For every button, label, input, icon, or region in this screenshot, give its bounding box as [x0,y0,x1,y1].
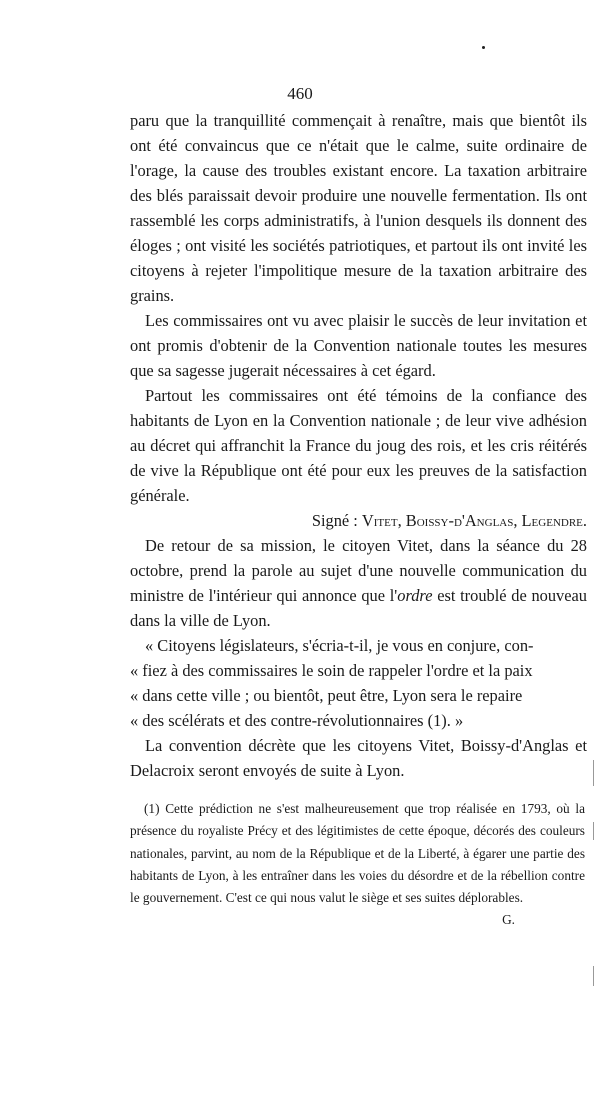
page-speck [482,46,485,49]
signature-line [130,508,587,533]
footnote-initial: G. [502,912,515,928]
signature-prefix: Signé : [311,511,362,530]
quote-line-4: « des scélérats et des contre-révolutionnaires (1). » [130,711,464,730]
margin-mark [593,822,594,840]
footnote [130,798,585,932]
page-number: 460 [287,84,313,103]
paragraph-4 [130,533,587,633]
main-text [130,108,587,783]
paragraph-4-end: est troublé de nouveau dans la ville de Lyon. [130,586,587,630]
paragraph-6: La convention décrète que les citoyens Vitet, Boissy-d'Anglas et Delacroix seront envoyés de suite à Lyon. [130,736,587,780]
paragraph-4-italic: ordre [397,586,433,605]
quote-line-3: « dans cette ville ; ou bientôt, peut être, Lyon sera le repaire [130,686,523,705]
margin-mark [593,760,594,786]
paragraph-1: paru que la tranquillité commençait à renaître, mais que bientôt ils ont été convaincus que ce n'était que le calme, suite ordinaire de l'orage, la cause des troubles existant encore. La taxation arbitraire des blés paraissait devoir produire une nouvelle fermentation. Ils ont rassemblé les corps administratifs, à l'union desquels ils donnent des éloges ; ont visité les sociétés patriotiques, et partout ils ont invité les citoyens à rejeter l'impolitique mesure de la taxation arbitraire des grains. [130,111,587,305]
paragraph-4-start: De retour de sa mission, le citoyen Vitet, dans la séance du 28 octobre, prend la parole au sujet d'une nouvelle communication du ministre de l'intérieur qui annonce que l' [130,536,587,605]
quote-line-2: « fiez à des commissaires le soin de rappeler l'ordre et la paix [130,661,533,680]
paragraph-3: Partout les commissaires ont été témoins de la confiance des habitants de Lyon en la Convention nationale ; de leur vive adhésion au décret qui affranchit la France du joug des rois, et les cris réitérés de vive la République ont été pour eux les preuves de la satisfaction générale. [130,386,587,505]
quote-line-1: « Citoyens législateurs, s'écria-t-il, je vous en conjure, con- [145,636,534,655]
margin-mark [593,966,594,986]
paragraph-2: Les commissaires ont vu avec plaisir le succès de leur invitation et ont promis d'obtenir de la Convention nationale toutes les mesures que sa sagesse jugerait nécessaires à cet égard. [130,311,587,380]
footnote-text: (1) Cette prédiction ne s'est malheureusement que trop réalisée en 1793, où la présence du royaliste Précy et des légitimistes de cette époque, décorés des couleurs nationales, parvint, au nom de la République et de la Liberté, à égarer une partie des habitants de Lyon, à les entraîner dans les voies du désordre et de la rébellion contre le gouvernement. C'est ce qui nous valut le siège et ses suites déplorables. [130,801,585,906]
signature-names: Vitet, Boissy-d'Anglas, Legendre. [361,511,587,530]
